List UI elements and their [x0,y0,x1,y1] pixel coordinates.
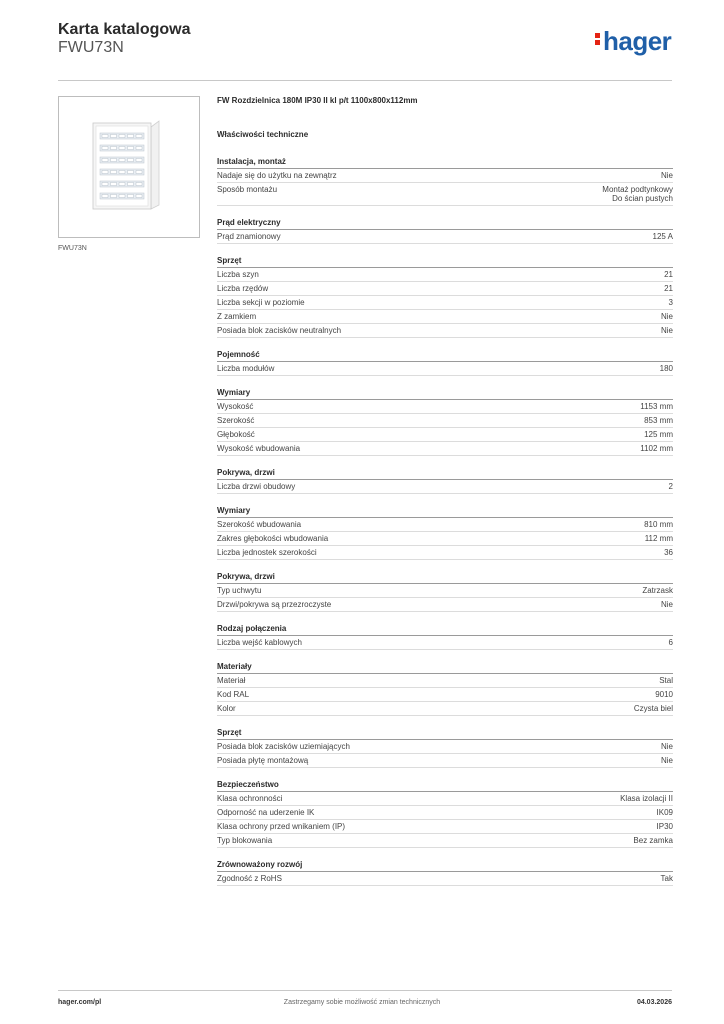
spec-label: Klasa ochronności [217,794,283,803]
spec-value-line: Klasa izolacji II [620,794,673,803]
spec-value [664,270,673,279]
module-slot [111,159,117,162]
section-heading: Pojemność [217,348,673,362]
spec-value [645,534,673,543]
spec-row [217,532,673,546]
spec-label: Drzwi/pokrywa są przezroczyste [217,600,332,609]
logo-dots-icon [595,31,600,47]
section-heading: Wymiary [217,504,673,518]
spec-row [217,169,673,183]
header-divider [58,80,672,81]
module-slot [136,183,142,186]
module-slot [128,159,134,162]
section-heading: Rodzaj połączenia [217,622,673,636]
spec-value-line: 9010 [655,690,673,699]
section-heading: Sprzęt [217,254,673,268]
spec-value-line: Bez zamka [633,836,673,845]
spec-value [669,482,673,491]
spec-section [217,348,673,376]
spec-label: Posiada blok zacisków neutralnych [217,326,342,335]
spec-label: Głębokość [217,430,255,439]
spec-section [217,660,673,716]
spec-label: Liczba sekcji w poziomie [217,298,305,307]
spec-value [655,690,673,699]
spec-value [657,822,673,831]
spec-label: Liczba wejść kablowych [217,638,302,647]
spec-section [217,622,673,650]
module-slot [102,147,108,150]
section-heading: Instalacja, montaż [217,155,673,169]
module-slot [119,183,125,186]
spec-row [217,584,673,598]
spec-value [640,402,673,411]
spec-value-line: 112 mm [644,534,673,543]
spec-value-line: Stal [659,676,673,685]
spec-label: Liczba modułów [217,364,275,373]
spec-value-line: Nie [660,171,673,180]
module-slot [128,171,134,174]
module-slot [128,135,134,138]
module-slot [111,135,117,138]
spec-label: Szerokość [217,416,255,425]
logo-text: hager [603,26,672,56]
spec-value-line: Nie [660,756,673,765]
spec-label: Liczba drzwi obudowy [217,482,296,491]
module-slot [119,159,125,162]
spec-section [217,504,673,560]
spec-value [664,284,673,293]
spec-value [620,794,673,803]
spec-value-line: 2 [668,482,673,491]
spec-value [644,520,673,529]
spec-row [217,546,673,560]
section-heading: Materiały [217,660,673,674]
product-image [58,96,200,238]
spec-section [217,155,673,206]
spec-row [217,296,673,310]
spec-row [217,674,673,688]
section-heading: Sprzęt [217,726,673,740]
properties-heading: Właściwości techniczne [217,130,309,139]
spec-label: Posiada blok zacisków uziemiających [217,742,350,751]
spec-value-line: 21 [664,284,673,293]
spec-value-line: Montaż podtynkowy [602,185,673,194]
page-title: Karta katalogowa [58,21,191,38]
spec-row [217,740,673,754]
module-slot [111,147,117,150]
spec-row [217,362,673,376]
spec-value [644,416,673,425]
spec-label: Zakres głębokości wbudowania [217,534,329,543]
spec-value-line: Nie [660,312,673,321]
spec-value [602,185,673,203]
spec-label: Liczba rzędów [217,284,269,293]
section-heading: Pokrywa, drzwi [217,466,673,480]
spec-row [217,442,673,456]
module-slot [111,171,117,174]
spec-label: Nadaje się do użytku na zewnątrz [217,171,337,180]
section-heading: Zrównoważony rozwój [217,858,673,872]
spec-value [661,326,673,335]
spec-row [217,834,673,848]
footer-divider [58,990,672,991]
spec-value [664,548,673,557]
spec-value-line: 853 mm [644,416,673,425]
module-slot [128,195,134,198]
spec-value-line: 1102 mm [640,444,673,453]
spec-value [644,430,673,439]
spec-row [217,636,673,650]
spec-value-line: 1153 mm [640,402,673,411]
spec-label: Zgodność z RoHS [217,874,282,883]
spec-label: Kolor [217,704,236,713]
spec-row [217,183,673,206]
section-heading: Pokrywa, drzwi [217,570,673,584]
spec-row [217,598,673,612]
footer-date: 04.03.2026 [636,999,672,1006]
spec-value-line: Nie [660,600,673,609]
spec-value-line: IK09 [656,808,673,817]
spec-row [217,754,673,768]
spec-value-line: 3 [668,298,673,307]
module-slot [128,183,134,186]
spec-value [659,676,673,685]
section-heading: Prąd elektryczny [217,216,673,230]
spec-section [217,858,673,886]
spec-row [217,702,673,716]
spec-value-line: 21 [664,270,673,279]
module-slot [119,195,125,198]
spec-value [661,312,673,321]
spec-value-line: Nie [660,326,673,335]
spec-row [217,324,673,338]
distribution-board-illustration [59,97,199,237]
module-slot [119,171,125,174]
module-slot [102,171,108,174]
spec-value-line: IP30 [656,822,673,831]
footer-notice: Zastrzegamy sobie możliwość zmian technicznych [283,999,441,1006]
spec-value-line: Do ścian pustych [612,194,673,203]
spec-label: Sposób montażu [217,185,278,194]
spec-value [669,638,673,647]
product-title: FW Rozdzielnica 180M IP30 II kl p/t 1100x800x112mm [217,96,418,105]
spec-row [217,400,673,414]
spec-row [217,872,673,886]
spec-section [217,570,673,612]
spec-value [661,756,673,765]
spec-label: Klasa ochrony przed wnikaniem (IP) [217,822,346,831]
spec-row [217,310,673,324]
image-caption: FWU73N [58,245,87,252]
module-slot [111,183,117,186]
spec-label: Wysokość [217,402,254,411]
spec-row [217,414,673,428]
spec-value [657,808,673,817]
spec-label: Posiada płytę montażową [217,756,309,765]
spec-value-line: Czysta biel [633,704,673,713]
module-slot [119,135,125,138]
spec-label: Wysokość wbudowania [217,444,301,453]
spec-value [661,742,673,751]
spec-value [661,600,673,609]
spec-value-line: 810 mm [644,520,673,529]
spec-value-line: 36 [664,548,673,557]
spec-label: Odporność na uderzenie IK [217,808,315,817]
spec-section [217,726,673,768]
module-slot [128,147,134,150]
spec-row [217,428,673,442]
spec-label: Materiał [217,676,246,685]
spec-row [217,688,673,702]
spec-label: Z zamkiem [217,312,257,321]
spec-sections [217,155,673,886]
module-slot [136,147,142,150]
spec-label: Szerokość wbudowania [217,520,302,529]
module-slot [102,159,108,162]
module-slot [111,195,117,198]
spec-value-line: Tak [660,874,673,883]
spec-row [217,480,673,494]
module-slot [136,195,142,198]
spec-value-line: Nie [660,742,673,751]
spec-section [217,778,673,848]
spec-value [669,298,673,307]
spec-label: Typ uchwytu [217,586,262,595]
spec-value-line: 6 [668,638,673,647]
module-slot [136,135,142,138]
spec-content [217,96,673,896]
spec-label: Liczba jednostek szerokości [217,548,317,557]
module-slot [102,135,108,138]
module-slot [136,159,142,162]
spec-label: Kod RAL [217,690,250,699]
spec-label: Liczba szyn [217,270,259,279]
spec-value [633,836,673,845]
spec-section [217,386,673,456]
spec-value-line: 125 mm [644,430,673,439]
spec-value-line: 125 A [652,232,673,241]
spec-value-line: 180 [659,364,673,373]
module-slot [119,147,125,150]
spec-value [653,232,673,241]
spec-row [217,518,673,532]
spec-value [634,704,673,713]
product-code: FWU73N [58,39,124,56]
module-slot [136,171,142,174]
spec-value [661,171,673,180]
spec-value-line: Zatrzask [642,586,673,595]
section-heading: Wymiary [217,386,673,400]
spec-row [217,820,673,834]
spec-label: Typ blokowania [217,836,273,845]
module-slot [102,195,108,198]
spec-section [217,466,673,494]
section-heading: Bezpieczeństwo [217,778,673,792]
spec-section [217,254,673,338]
spec-row [217,282,673,296]
module-slot [102,183,108,186]
spec-section [217,216,673,244]
spec-value [660,364,673,373]
spec-label: Prąd znamionowy [217,232,281,241]
spec-row [217,230,673,244]
spec-row [217,792,673,806]
hager-logo [595,28,671,54]
spec-value [661,874,673,883]
spec-row [217,806,673,820]
spec-row [217,268,673,282]
footer-website: hager.com/pl [58,999,102,1006]
spec-value [642,586,673,595]
spec-value [640,444,673,453]
